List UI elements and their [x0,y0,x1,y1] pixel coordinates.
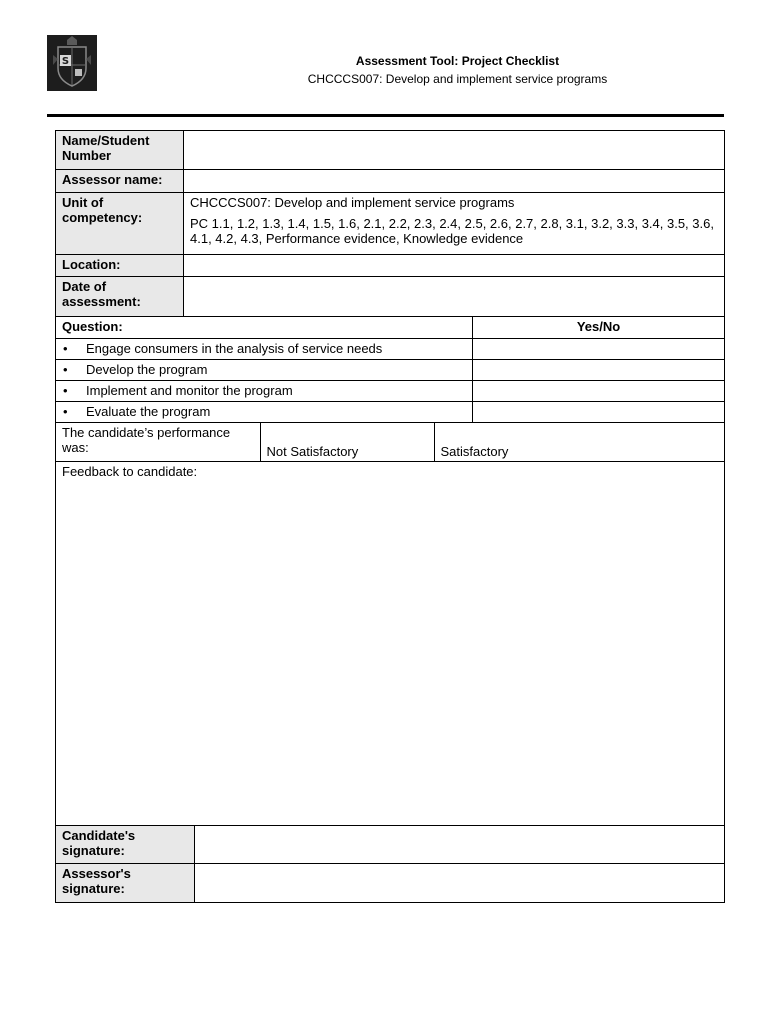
performance-label: The candidate’s performance was: [62,425,231,455]
question-row [56,381,725,402]
header-divider [47,114,724,117]
document-subtitle: CHCCCS007: Develop and implement service programs [307,72,608,86]
unit-of-competency-label: Unit of competency: [56,193,184,255]
yes-no-answer-field[interactable] [473,360,725,381]
question-text: Develop the program [86,362,208,377]
bullet-icon: • [63,362,68,377]
yes-no-answer-field[interactable] [473,381,725,402]
institution-logo [47,35,97,91]
assessment-form [55,130,725,903]
yes-no-answer-field[interactable] [473,402,725,423]
question-row [56,402,725,423]
question-item [56,360,473,381]
question-text: Evaluate the program [86,404,211,419]
question-item [56,381,473,402]
yes-no-answer-field[interactable] [473,339,725,360]
question-row [56,339,725,360]
feedback-area[interactable] [56,462,725,826]
unit-code-title: CHCCCS007: Develop and implement service programs [190,195,515,210]
question-row [56,360,725,381]
bullet-icon: • [63,404,68,419]
candidate-signature-field[interactable] [195,826,725,864]
document-title: Assessment Tool: Project Checklist [355,54,560,68]
unit-of-competency-value [184,193,725,255]
yes-no-header: Yes/No [473,317,725,339]
question-item [56,402,473,423]
feedback-label: Feedback to candidate: [62,464,198,479]
name-student-number-label: Name/Student Number [56,131,184,170]
svg-text:S: S [61,56,70,67]
location-label: Location: [56,255,184,277]
date-of-assessment-field[interactable] [184,277,725,317]
assessor-signature-label: Assessor's signature: [56,864,195,903]
date-of-assessment-label: Date of assessment: [56,277,184,317]
question-header: Question: [56,317,473,339]
question-text: Implement and monitor the program [86,383,293,398]
question-item [56,339,473,360]
name-student-number-field[interactable] [184,131,725,170]
bullet-icon: • [63,383,68,398]
assessor-signature-field[interactable] [195,864,725,903]
assessor-name-field[interactable] [184,170,725,193]
candidate-signature-label: Candidate's signature: [56,826,195,864]
performance-criteria-list: PC 1.1, 1.2, 1.3, 1.4, 1.5, 1.6, 2.1, 2.2, 2.3, 2.4, 2.5, 2.6, 2.7, 2.8, 3.1, 3.2, 3.3, 3.4, 3.5, 3.6, 4.1, 4.2, 4.3, Performance evidence, Knowledge evidence [190,216,714,246]
satisfactory-option[interactable]: Satisfactory [434,423,724,461]
assessor-name-label: Assessor name: [56,170,184,193]
location-field[interactable] [184,255,725,277]
performance-result-row [56,423,725,462]
question-text: Engage consumers in the analysis of service needs [86,341,383,356]
bullet-icon: • [63,341,68,356]
not-satisfactory-option[interactable]: Not Satisfactory [260,423,434,461]
